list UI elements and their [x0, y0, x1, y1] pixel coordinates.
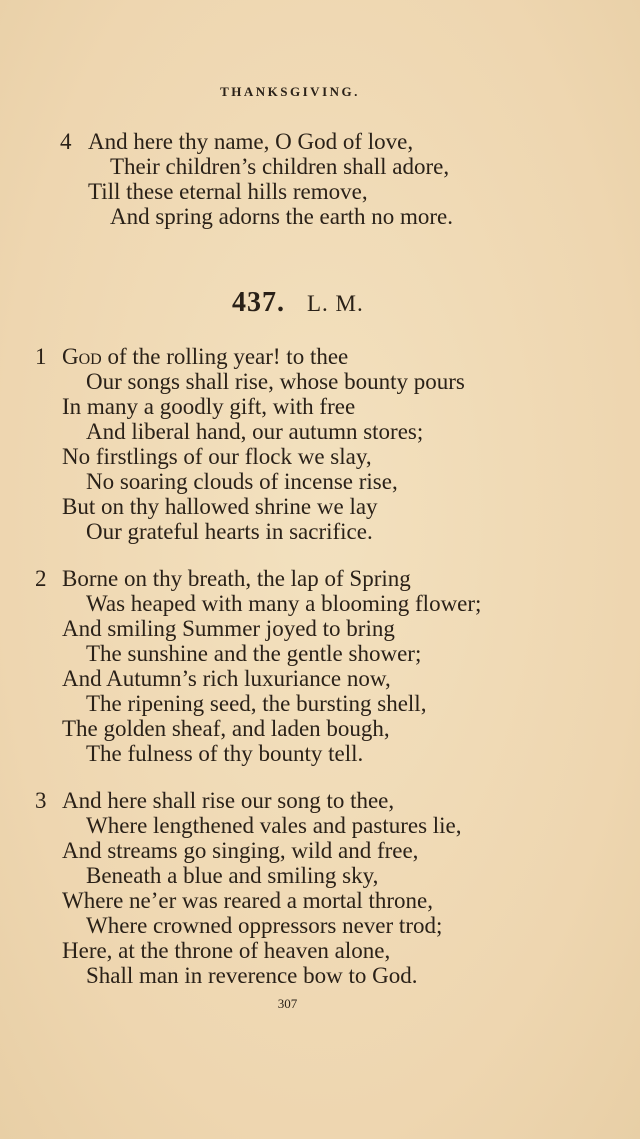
- verse-line: The sunshine and the gentle shower;: [86, 641, 422, 666]
- verse-line: Our grateful hearts in sacrifice.: [86, 519, 373, 544]
- verse-line: Was heaped with many a blooming flower;: [86, 591, 482, 616]
- hymn-heading: [232, 287, 364, 319]
- verse-line: The ripening seed, the bursting shell,: [86, 691, 427, 716]
- hymn-number: 437.: [232, 287, 285, 318]
- verse-line: And liberal hand, our autumn stores;: [86, 419, 424, 444]
- verse-line: The golden sheaf, and laden bough,: [62, 716, 390, 741]
- verse-line: Shall man in reverence bow to God.: [86, 963, 418, 988]
- verse-line: And Autumn’s rich luxuriance now,: [62, 666, 391, 691]
- verse-line: Till these eternal hills remove,: [88, 179, 368, 204]
- verse-line: In many a goodly gift, with free: [62, 394, 356, 419]
- running-header: THANKSGIVING.: [220, 84, 360, 99]
- verse-line: Where crowned oppressors never trod;: [86, 913, 443, 938]
- stanza-number: 4: [60, 129, 72, 154]
- stanza-number: 3: [35, 788, 47, 813]
- verse-line: And here shall rise our song to thee,: [62, 788, 395, 813]
- first-word: God: [62, 344, 102, 369]
- verse-line: And here thy name, O God of love,: [88, 129, 414, 154]
- verse-line: Here, at the throne of heaven alone,: [62, 938, 391, 963]
- verse-line: No firstlings of our flock we slay,: [62, 444, 372, 469]
- verse-line: And smiling Summer joyed to bring: [62, 616, 395, 641]
- verse-line: Beneath a blue and smiling sky,: [86, 863, 379, 888]
- stanza-number: 1: [35, 344, 47, 369]
- verse-line: Where lengthened vales and pastures lie,: [86, 813, 462, 838]
- verse-line: Our songs shall rise, whose bounty pours: [86, 369, 465, 394]
- verse-line: Where ne’er was reared a mortal throne,: [62, 888, 433, 913]
- stanza-number: 2: [35, 566, 47, 591]
- verse-line: Their children’s children shall adore,: [110, 154, 450, 179]
- verse-line: No soaring clouds of incense rise,: [86, 469, 398, 494]
- verse-line: But on thy hallowed shrine we lay: [62, 494, 378, 519]
- hymn-meter: L. M.: [307, 291, 364, 316]
- verse-line: Borne on thy breath, the lap of Spring: [62, 566, 411, 591]
- page-number: 307: [277, 996, 298, 1011]
- verse-line: [62, 345, 348, 370]
- first-line-rest: of the rolling year! to thee: [101, 344, 349, 369]
- verse-line: The fulness of thy bounty tell.: [86, 741, 364, 766]
- verse-line: And spring adorns the earth no more.: [110, 204, 454, 229]
- verse-line: And streams go singing, wild and free,: [62, 838, 419, 863]
